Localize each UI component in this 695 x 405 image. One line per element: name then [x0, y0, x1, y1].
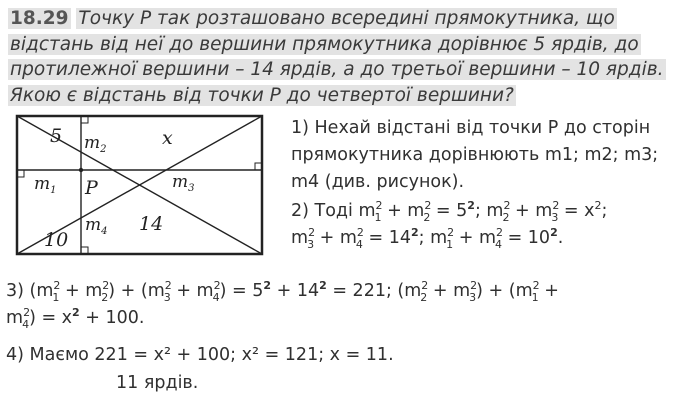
- rectangle-figure: [14, 113, 266, 259]
- step-3: [6, 278, 690, 332]
- step-1-line-1: 1) Нехай відстані від точки P до сторін: [291, 118, 651, 138]
- answer: [116, 370, 198, 397]
- point-p: [79, 168, 83, 172]
- problem-line-2: [8, 32, 688, 58]
- label-m4: $m_4$: [85, 215, 108, 237]
- eq-1-rhs: 5: [456, 201, 468, 221]
- step-3-line-2: $m^2_4) = x^2 + 100$.: [6, 306, 145, 331]
- step-1-line-3: m4 (див. рисунок).: [291, 172, 465, 192]
- problem-line-4: [8, 83, 688, 109]
- step-3-result: = 221;: [332, 281, 392, 301]
- answer-text: 11 ярдів.: [116, 373, 199, 393]
- problem-text-3: протилежної вершини – 14 ярдів, а до третьої вершини – 10 ярдів.: [10, 59, 664, 80]
- problem-statement: [8, 6, 688, 108]
- step-1-line-2: прямокутника дорівнюють m1; m2; m3;: [291, 145, 659, 165]
- label-x: x: [162, 127, 173, 149]
- eq-2-rhs: x: [584, 201, 595, 221]
- step-3-fourteen: + 14: [276, 281, 320, 301]
- step-4-line: 4) Маємо 221 = x² + 100; x² = 121; x = 11.: [6, 345, 394, 365]
- step-4: [6, 342, 690, 369]
- step-3-line-1: 3) $(m^2_1 + m^2_2) + (m^2_3 + m^2_4) = 5^2 + 14^2 = 221$; $(m^2_2 + m^2_3) + (m^2_1$ +: [6, 279, 559, 304]
- step-2: [291, 198, 691, 252]
- step-2-line-2: $m^2_3 + m^2_4 = 14^2$; $m^2_1 + m^2_4 = 10^2$.: [291, 226, 564, 251]
- label-m2: $m_2$: [84, 133, 107, 155]
- step-3-x: = x: [41, 308, 73, 328]
- label-m3: $m_3$: [172, 172, 195, 194]
- eq-3-rhs: 14: [388, 228, 411, 248]
- problem-number: 18.29: [10, 8, 69, 29]
- label-14: 14: [139, 213, 164, 235]
- problem-text-4: Якою є відстань від точки P до четвертої вершини?: [10, 84, 514, 106]
- step-1: [291, 115, 691, 196]
- label-10: 10: [44, 229, 69, 251]
- step-2-label: 2) Тоді: [291, 201, 353, 221]
- step-3-five: = 5: [231, 281, 264, 301]
- label-p: P: [85, 177, 98, 199]
- problem-text-1: Точку P так розташовано всередині прямокутника, що: [78, 8, 615, 29]
- problem-line-3: [8, 57, 688, 83]
- step-3-end: + 100.: [85, 308, 145, 328]
- label-5: 5: [50, 125, 63, 147]
- problem-line-1: [8, 6, 688, 32]
- problem-text-2: відстань від неї до вершини прямокутника дорівнює 5 ярдів, до: [10, 33, 639, 55]
- label-m1: $m_1$: [34, 174, 57, 196]
- step-2-line-1: 2) Тоді $m^2_1 + m^2_2 = 5^2$; $m^2_2 + m^2_3 = x^2$;: [291, 199, 608, 224]
- eq-4-rhs: 10: [527, 228, 551, 248]
- step-3-label: 3): [6, 281, 24, 301]
